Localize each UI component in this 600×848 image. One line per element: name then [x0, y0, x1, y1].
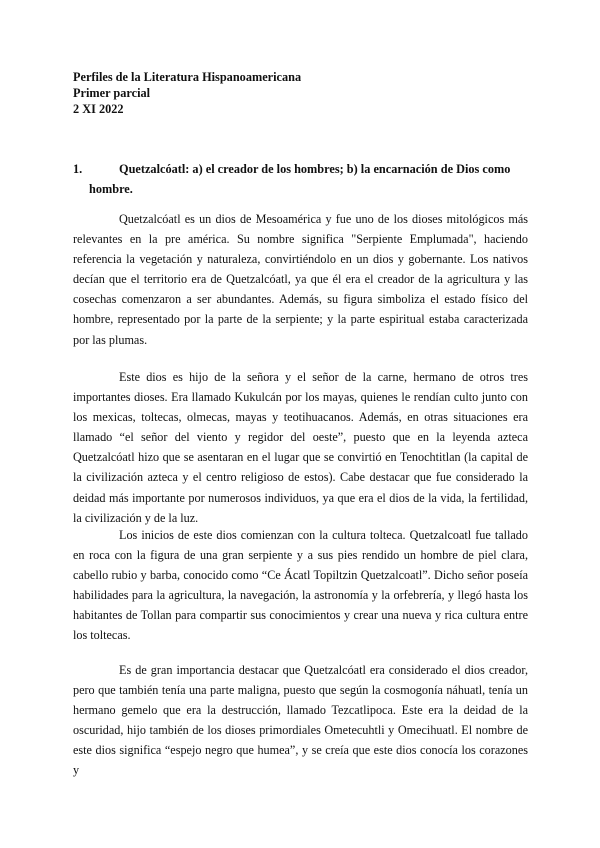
exam-name: Primer parcial: [73, 86, 151, 100]
document-header: [73, 69, 301, 117]
section-title-line2: hombre.: [89, 182, 133, 196]
exam-date: 2 XI 2022: [73, 102, 124, 116]
paragraph-2: Este dios es hijo de la señora y el señor de la carne, hermano de otros tres importantes dioses. Era llamado Kukulcán por los mayas, quienes le rendían culto junto con los mexicas, toltecas, olmecas, mayas y teotihuacanos. Además, en otras situaciones era llamado “el señor del viento y regidor del oeste”, puesto que en la leyenda azteca Quetzalcóatl hizo que se asentaran en el lugar que se convirtió en Tenochtitlan (la capital de la civilización azteca y el centro religioso de estos). Cabe destacar que fue considerado la deidad más importante por numerosos individuos, ya que era el dios de la vida, la fertilidad, la civilización y de la luz.: [73, 370, 528, 525]
section-number: 1.: [73, 162, 83, 176]
course-title: Perfiles de la Literatura Hispanoamericana: [73, 70, 302, 84]
section-title-line1: Quetzalcóatl: a) el creador de los hombres; b) la encarnación de Dios como: [119, 162, 511, 176]
section-heading: [73, 159, 528, 199]
paragraph-4: Es de gran importancia destacar que Quetzalcóatl era considerado el dios creador, pero que también tenía una parte maligna, puesto que según la cosmogonía náhuatl, tenía un hermano gemelo que era la destrucción, llamado Tezcatlipoca. Este era la deidad de la oscuridad, hijo también de los dioses primordiales Ometecuhtli y Omecihuatl. El nombre de este dios significa “espejo negro que humea”, y se creía que este dios conocía los corazones y: [73, 663, 528, 778]
section-title: [73, 159, 528, 199]
paragraph-3: Los inicios de este dios comienzan con la cultura tolteca. Quetzalcoatl fue tallado en roca con la figura de una gran serpiente y a sus pies rendido un hombre de piel clara, cabello rubio y barba, conocido como “Ce Ácatl Topiltzin Quetzalcoatl”. Dicho señor poseía habilidades para la agricultura, la navegación, la astronomía y la orfebrería, y llegó hasta los habitantes de Tollan para compartir sus conocimientos y crear una nueva y rica cultura entre los toltecas.: [73, 528, 528, 643]
paragraph-1: Quetzalcóatl es un dios de Mesoamérica y fue uno de los dioses mitológicos más relevantes en la pre américa. Su nombre significa "Serpiente Emplumada", haciendo referencia la vegetación y naturaleza, convirtiéndolo en un dios y gobernante. Los nativos decían que el territorio era de Quetzalcóatl, ya que él era el creador de la agricultura y las cosechas comenzaron a ser abundantes. Además, su figura simboliza el estado físico del hombre, representado por la parte de la serpiente; y la parte espiritual estaba caracterizada por las plumas.: [73, 212, 528, 347]
